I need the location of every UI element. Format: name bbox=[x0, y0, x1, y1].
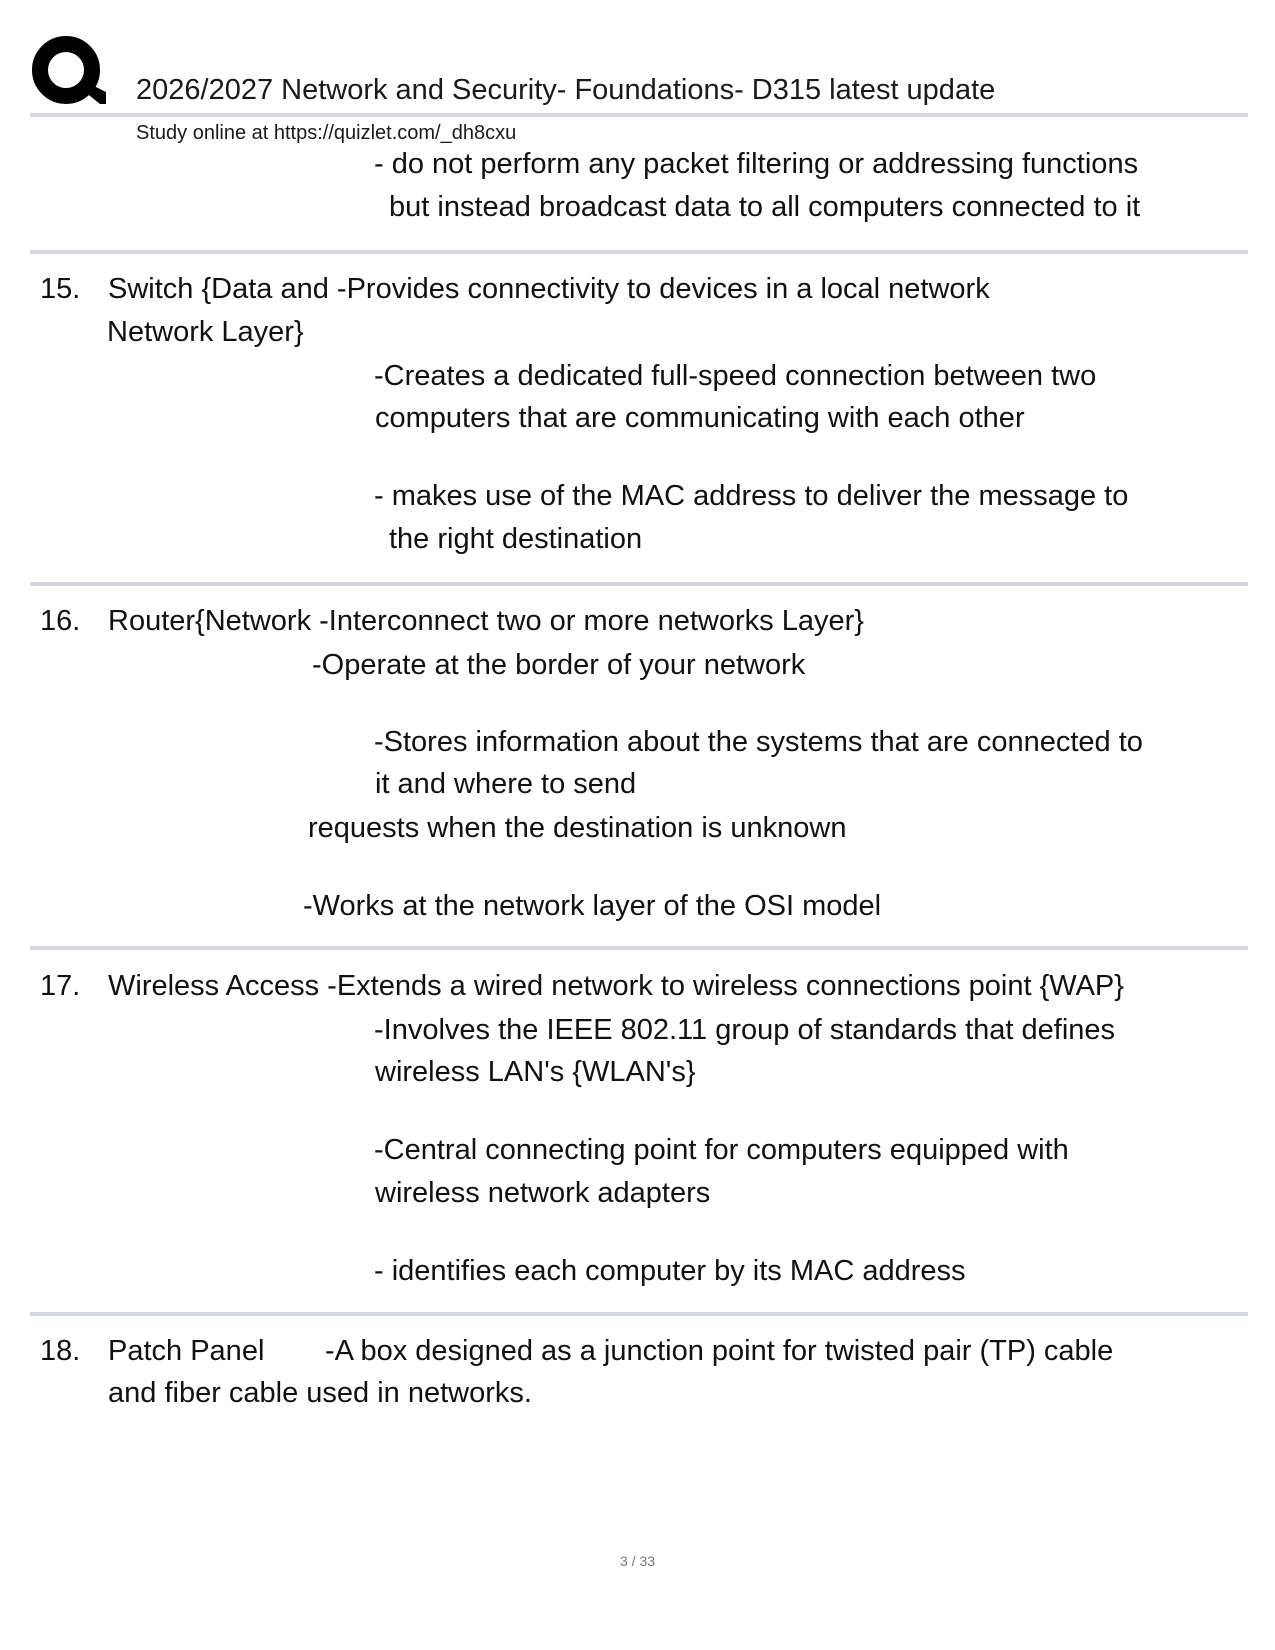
card-definition-line: the right destination bbox=[389, 523, 643, 555]
card-definition-line: -A box designed as a junction point for twisted pair (TP) cable bbox=[325, 1335, 1114, 1367]
card-definition-line: -Works at the network layer of the OSI model bbox=[303, 890, 882, 922]
card-definition-line: -Stores information about the systems that are connected to bbox=[374, 726, 1143, 758]
card-definition-line: computers that are communicating with each other bbox=[375, 402, 1025, 434]
card-term: Patch Panel bbox=[108, 1335, 265, 1367]
card-definition-line: -Involves the IEEE 802.11 group of standards that defines bbox=[374, 1014, 1116, 1046]
card-definition-line: and fiber cable used in networks. bbox=[108, 1377, 532, 1409]
card-number: 16. bbox=[40, 605, 81, 637]
header-divider bbox=[30, 113, 1248, 117]
card-definition-line: -Central connecting point for computers equipped with bbox=[374, 1134, 1069, 1166]
card-number: 17. bbox=[40, 970, 81, 1002]
card-definition-line: -Operate at the border of your network bbox=[312, 649, 806, 681]
page-title: 2026/2027 Network and Security- Foundations- D315 latest update bbox=[136, 74, 996, 106]
card-definition-line: requests when the destination is unknown bbox=[308, 812, 847, 844]
card-definition-line: wireless network adapters bbox=[375, 1177, 711, 1209]
study-link: Study online at https://quizlet.com/_dh8cxu bbox=[136, 122, 517, 144]
card-definition-line: -Creates a dedicated full-speed connection between two bbox=[374, 360, 1097, 392]
card-divider bbox=[30, 582, 1248, 586]
card-definition-line: - makes use of the MAC address to deliver the message to bbox=[374, 480, 1129, 512]
card-definition-line: it and where to send bbox=[375, 768, 637, 800]
card-definition-line: - identifies each computer by its MAC address bbox=[374, 1255, 966, 1287]
card-number: 15. bbox=[40, 273, 81, 305]
card-term-line: Wireless Access -Extends a wired network to wireless connections point {WAP} bbox=[108, 970, 1124, 1002]
continuation-line: but instead broadcast data to all computers connected to it bbox=[389, 191, 1141, 223]
card-divider bbox=[30, 946, 1248, 950]
quizlet-logo-icon bbox=[30, 32, 108, 110]
card-divider bbox=[30, 250, 1248, 254]
page-number: 3 / 33 bbox=[619, 1553, 656, 1569]
card-term-line: Network Layer} bbox=[107, 316, 304, 348]
card-term-line: Router{Network -Interconnect two or more networks Layer} bbox=[108, 605, 864, 637]
continuation-line: - do not perform any packet filtering or addressing functions bbox=[374, 148, 1139, 180]
card-number: 18. bbox=[40, 1335, 81, 1367]
card-divider bbox=[30, 1312, 1248, 1316]
card-definition-line: wireless LAN's {WLAN's} bbox=[375, 1056, 696, 1088]
card-term-line: Switch {Data and -Provides connectivity to devices in a local network bbox=[108, 273, 990, 305]
